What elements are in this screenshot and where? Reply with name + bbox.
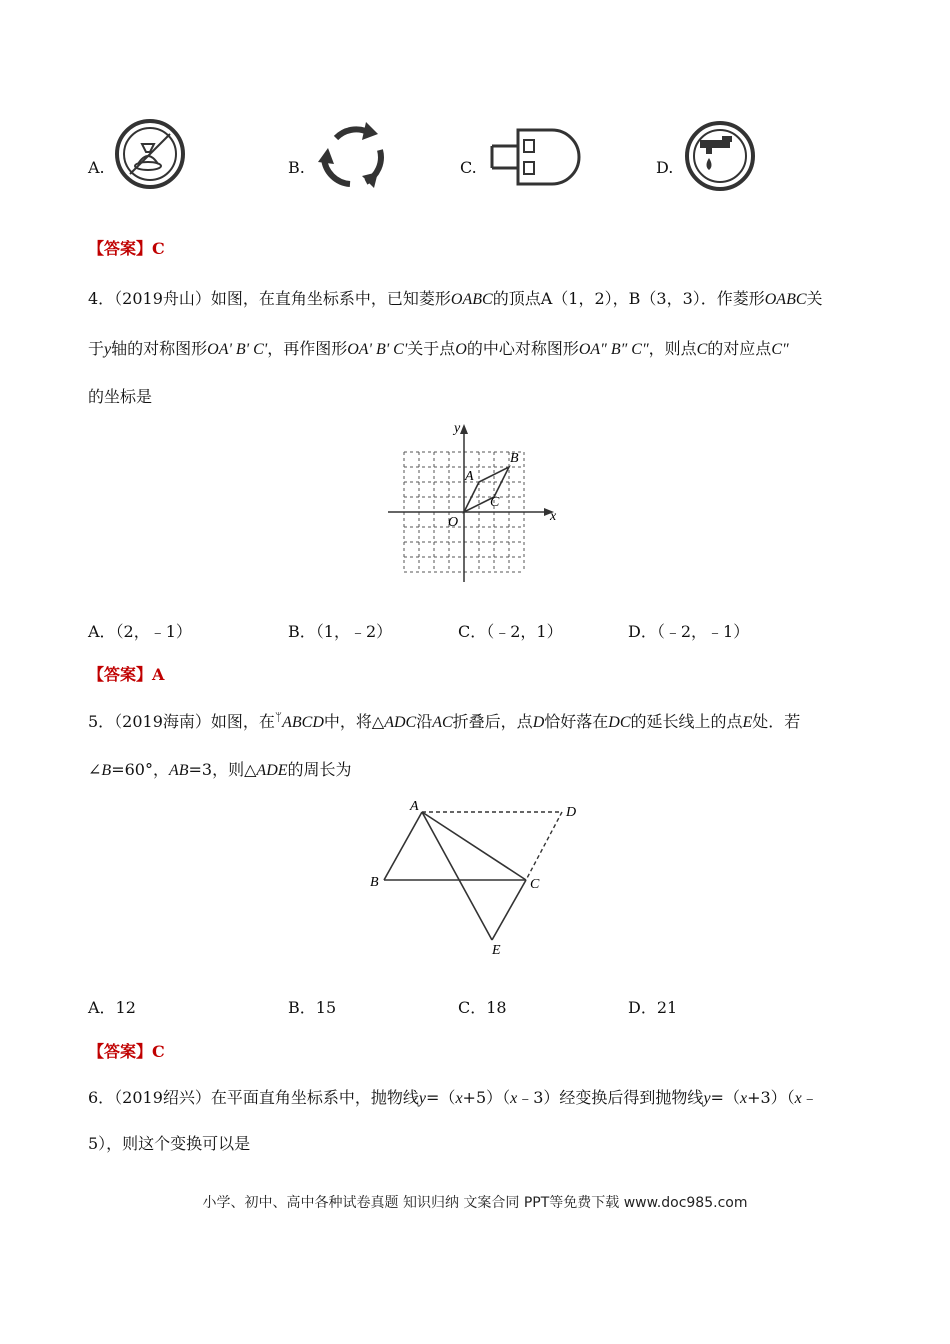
q4-answer: 【答案】A bbox=[88, 665, 165, 684]
q5-parallelogram-figure bbox=[364, 796, 594, 962]
no-pottery-sign-icon bbox=[114, 118, 186, 190]
q5-option-d: D．21 bbox=[628, 998, 678, 1017]
page-footer: 小学、初中、高中各种试卷真题 知识归纳 文案合同 PPT等免费下载 www.doc985.com bbox=[202, 1195, 748, 1211]
q3-option-a-letter: A. bbox=[88, 158, 105, 177]
q5-segment-ac bbox=[422, 812, 526, 880]
q3-answer: 【答案】C bbox=[88, 239, 165, 258]
q3-option-b-letter: B. bbox=[288, 158, 305, 177]
water-tap-sign-icon bbox=[684, 120, 756, 192]
q5-label-c: C bbox=[530, 877, 540, 892]
q3-option-d-letter: D. bbox=[656, 158, 674, 177]
q5-segment-ab bbox=[384, 812, 422, 880]
q5-segment-dc-dashed bbox=[526, 812, 562, 880]
q3-option-c-letter: C. bbox=[460, 158, 477, 177]
q5-label-d: D bbox=[566, 805, 577, 820]
q5-label-e: E bbox=[492, 943, 501, 958]
q5-option-b: B．15 bbox=[288, 998, 337, 1017]
usb-plug-icon bbox=[488, 124, 586, 190]
q5-label-a: A bbox=[410, 799, 419, 814]
q5-segment-ae bbox=[422, 812, 492, 940]
q5-line-2: ∠B=60°，AB=3，则△ADE的周长为 bbox=[88, 760, 352, 779]
q6-line-1: 6．（2019绍兴）在平面直角坐标系中，抛物线y=（x+5）（x﹣3）经变换后得到抛物线y=（x+3）（x﹣ bbox=[88, 1088, 818, 1107]
q4-option-a: A．（2，﹣1） bbox=[88, 622, 192, 641]
q5-answer: 【答案】C bbox=[88, 1042, 165, 1061]
q4-option-c: C．（﹣2，1） bbox=[458, 622, 563, 641]
q5-segment-ce bbox=[492, 880, 526, 940]
q4-line-2: 于y轴的对称图形OA' B' C'，再作图形OA' B' C'关于点O的中心对称图形OA″ B″ C″，则点C的对应点C″ bbox=[88, 339, 789, 358]
q4-label-a: A bbox=[465, 469, 474, 484]
q4-line-3: 的坐标是 bbox=[88, 387, 153, 406]
q4-line-1: 4．（2019舟山）如图，在直角坐标系中，已知菱形OABC的顶点A（1，2），B（3，3）．作菱形OABC关 bbox=[88, 289, 823, 308]
q4-coordinate-figure bbox=[384, 416, 564, 584]
q5-label-b: B bbox=[370, 875, 379, 890]
q4-label-o: O bbox=[448, 515, 459, 530]
q4-label-c: C bbox=[490, 495, 500, 510]
q4-option-b: B．（1，﹣2） bbox=[288, 622, 393, 641]
q5-option-a: A．12 bbox=[88, 998, 136, 1017]
q6-line-2: 5），则这个变换可以是 bbox=[88, 1134, 251, 1153]
q5-line-1: 5．（2019海南）如图，在$^ᛘ$ABCD中，将△ADC沿AC折叠后，点D恰好落在DC的延长线上的点E处．若 bbox=[88, 710, 801, 731]
recycle-arrows-icon bbox=[316, 120, 390, 190]
q5-option-c: C．18 bbox=[458, 998, 507, 1017]
q4-label-y: y bbox=[454, 421, 461, 436]
q4-label-x: x bbox=[550, 509, 557, 524]
q4-label-b: B bbox=[510, 451, 519, 466]
q4-option-d: D．（﹣2，﹣1） bbox=[628, 622, 750, 641]
